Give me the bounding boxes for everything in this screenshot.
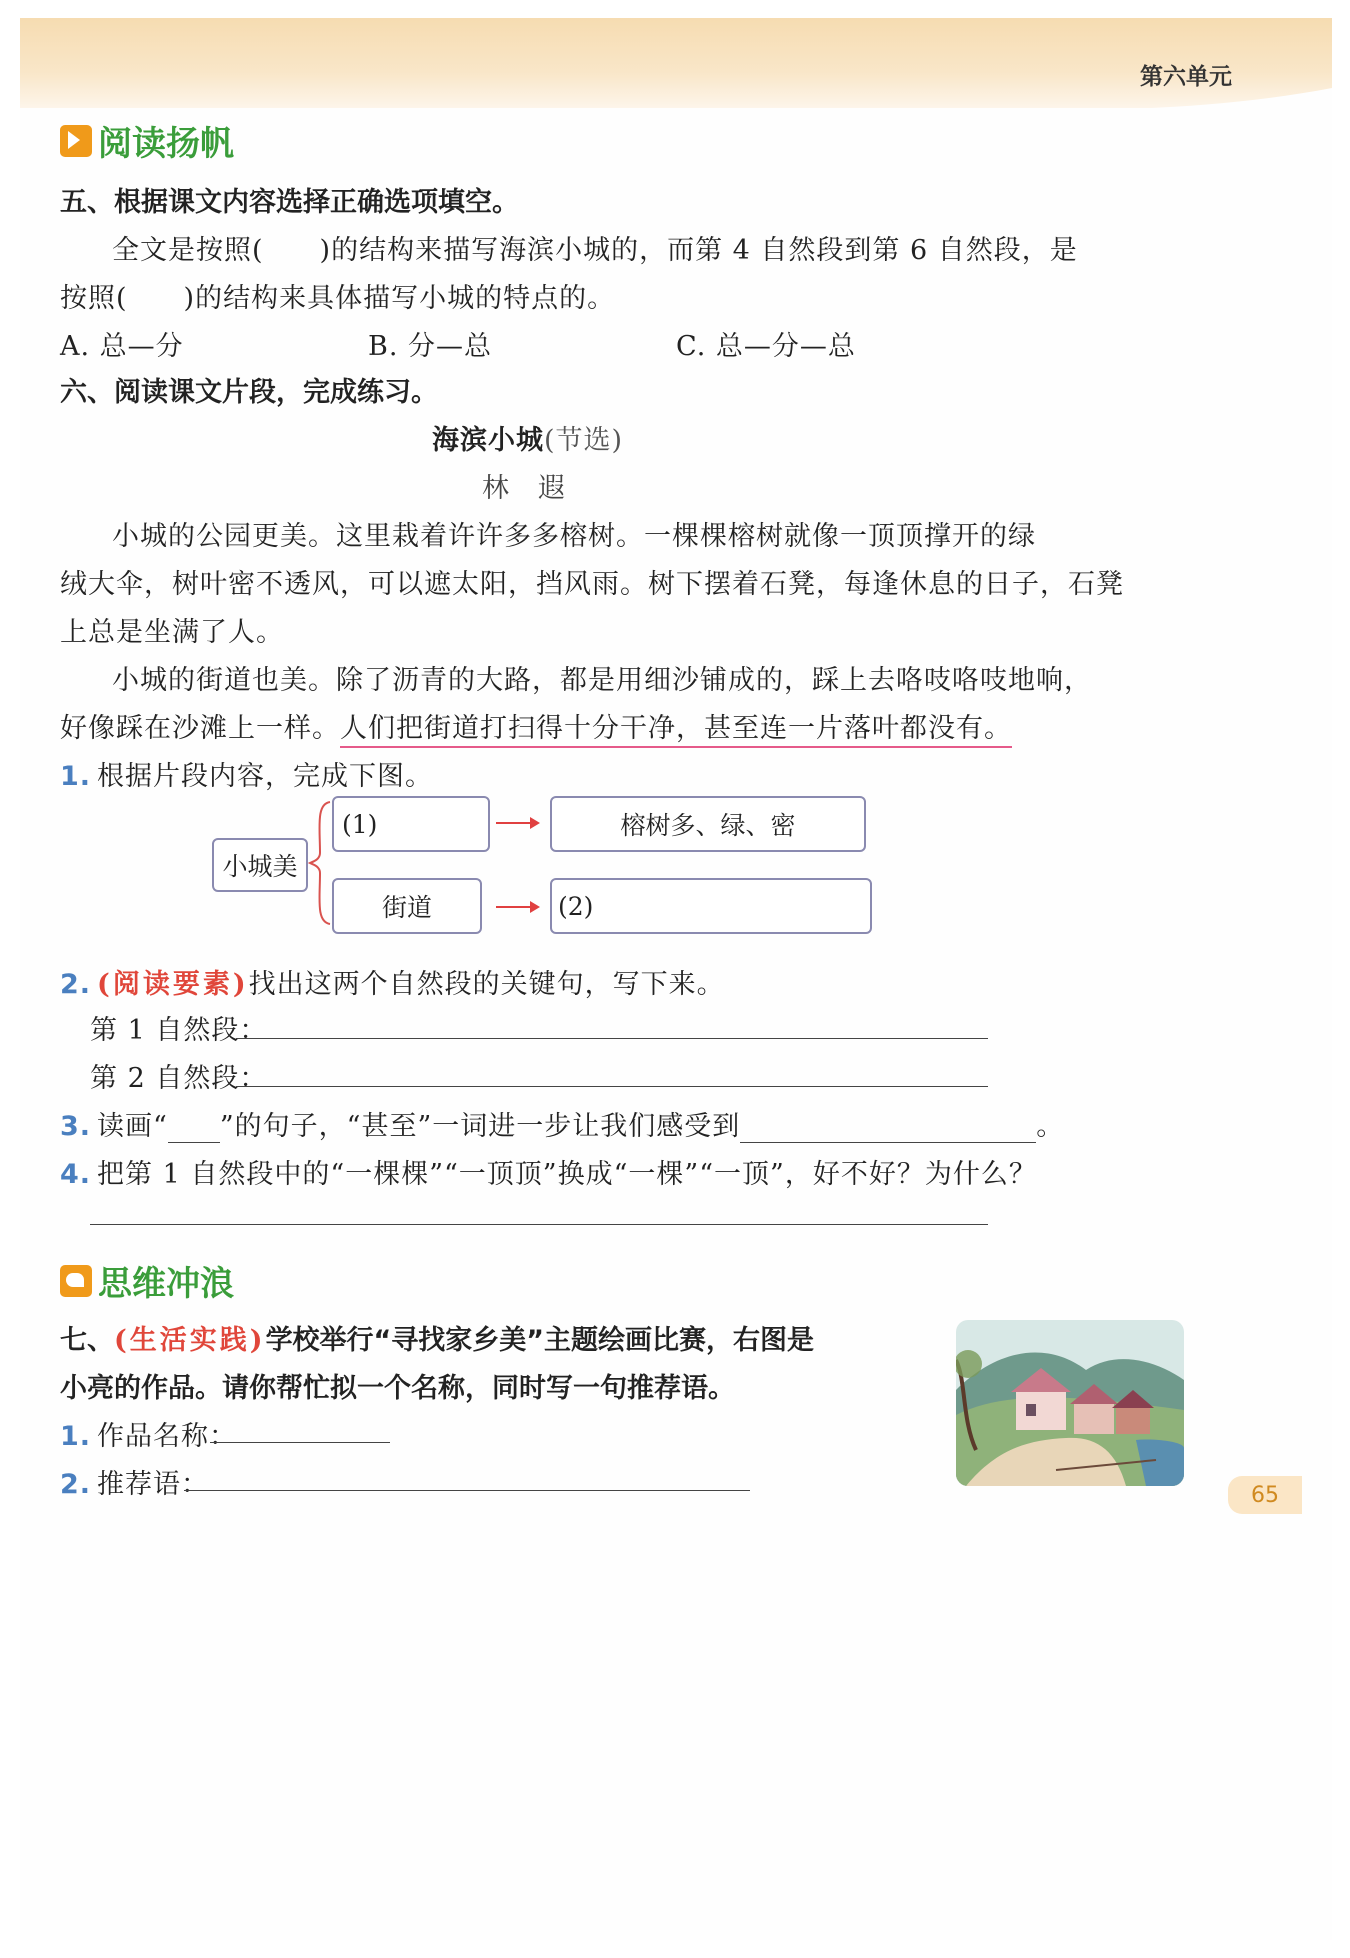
q6-sub4-answer-line[interactable] (90, 1224, 988, 1225)
q7-sub1 (60, 1414, 237, 1453)
unit-label: 第六单元 (1140, 64, 1232, 90)
q6-heading: 六、阅读课文片段，完成练习。 (60, 377, 438, 408)
q6-sub3-text-b: ”的句子，“甚至”一词进一步让我们感受到 (219, 1111, 741, 1142)
q6-sub2-tag: (阅读要素) (97, 969, 249, 1000)
q7-sub1-number: 1. (60, 1421, 92, 1452)
q6-sub4 (60, 1152, 1037, 1191)
q7-line1-text: 学校举行“寻找家乡美”主题绘画比赛，右图是 (265, 1325, 815, 1356)
q7-recommend-answer-line[interactable] (184, 1490, 750, 1491)
q6-sub4-text: 把第 1 自然段中的“一棵棵”“一顶顶”换成“一棵”“一顶”，好不好？为什么？ (97, 1159, 1037, 1190)
passage-author: 林 遐 (482, 473, 566, 504)
para2-key-sentence: 人们把街道打扫得十分干净，甚至连一片落叶都没有。 (340, 713, 1012, 748)
q6-sub4-number: 4. (60, 1159, 92, 1190)
q6-sub1-text: 根据片段内容，完成下图。 (97, 761, 434, 792)
q6-sub2-number: 2. (60, 969, 92, 1000)
q5-option-a: A. 总—分 (60, 331, 184, 362)
passage-title-note: (节选) (544, 425, 624, 456)
q6-sub3-number: 3. (60, 1111, 92, 1142)
q6-sub1-number: 1. (60, 761, 92, 792)
diagram-arrow-2 (496, 906, 538, 908)
section-reading-title (60, 116, 234, 165)
passage-title-text: 海滨小城 (432, 425, 544, 456)
diagram-box-1[interactable]: (1) (332, 796, 490, 852)
diagram-box-2: 街道 (332, 878, 482, 934)
section-reading-label: 阅读扬帆 (98, 124, 234, 164)
q6-sub2-text: 找出这两个自然段的关键句，写下来。 (248, 969, 725, 1000)
passage-title (432, 418, 623, 457)
q6-sub2 (60, 962, 725, 1001)
q5-line2: 按照( )的结构来具体描写小城的特点的。 (60, 283, 616, 314)
para2-line1: 小城的街道也美。除了沥青的大路，都是用细沙铺成的，踩上去咯吱咯吱地响， (112, 665, 1092, 696)
q7-tag: (生活实践) (114, 1325, 266, 1356)
para2-plain: 好像踩在沙滩上一样。 (60, 713, 340, 744)
workbook-page (20, 18, 1332, 1940)
sail-icon (60, 125, 92, 157)
para2-line2 (60, 706, 1012, 745)
page-number: 65 (1228, 1476, 1302, 1514)
q5-heading: 五、根据课文内容选择正确选项填空。 (60, 187, 519, 218)
wave-icon (60, 1265, 92, 1297)
q6-sub3-text-a: 读画“ (97, 1111, 168, 1142)
q7-line2: 小亮的作品。请你帮忙拟一个名称，同时写一句推荐语。 (60, 1373, 735, 1404)
q5-option-c: C. 总—分—总 (676, 331, 856, 362)
q6-sub2-p2-answer-line[interactable] (236, 1086, 988, 1087)
q5-option-b: B. 分—总 (368, 331, 493, 362)
para1-line1: 小城的公园更美。这里栽着许许多多榕树。一棵棵榕树就像一顶顶撑开的绿 (112, 521, 1036, 552)
q7-line1 (60, 1318, 814, 1357)
q7-sub1-text: 作品名称： (97, 1421, 238, 1452)
diagram-arrow-1 (496, 822, 538, 824)
section-thinking-label: 思维冲浪 (98, 1264, 234, 1304)
diagram-box-2-target[interactable]: (2) (550, 878, 872, 934)
q6-sub2-p1-answer-line[interactable] (236, 1038, 988, 1039)
q6-sub3-blank-2[interactable] (740, 1111, 1036, 1143)
para1-line2: 绒大伞，树叶密不透风，可以遮太阳，挡风雨。树下摆着石凳，每逢休息的日子，石凳 (60, 569, 1124, 600)
q5-line1: 全文是按照( )的结构来描写海滨小城的，而第 4 自然段到第 6 自然段，是 (112, 235, 1078, 266)
diagram-box-1-target: 榕树多、绿、密 (550, 796, 866, 852)
q6-sub2-p1-label: 第 1 自然段： (90, 1015, 268, 1046)
q6-sub3 (60, 1104, 1064, 1143)
q7-sub2-text: 推荐语： (97, 1469, 210, 1500)
village-painting (956, 1320, 1184, 1486)
q7-sub2-number: 2. (60, 1469, 92, 1500)
q6-sub1 (60, 754, 433, 793)
q7-lead: 七、 (60, 1325, 114, 1356)
q7-title-answer-line[interactable] (210, 1442, 390, 1443)
q6-sub3-end: 。 (1036, 1111, 1065, 1142)
diagram-root-box: 小城美 (212, 838, 308, 892)
para1-line3: 上总是坐满了人。 (60, 617, 284, 648)
section-thinking-title (60, 1256, 234, 1305)
q6-sub2-p2-label: 第 2 自然段： (90, 1063, 268, 1094)
q7-sub2 (60, 1462, 209, 1501)
header-band (20, 18, 1332, 108)
q6-sub3-blank-1[interactable] (168, 1111, 220, 1143)
